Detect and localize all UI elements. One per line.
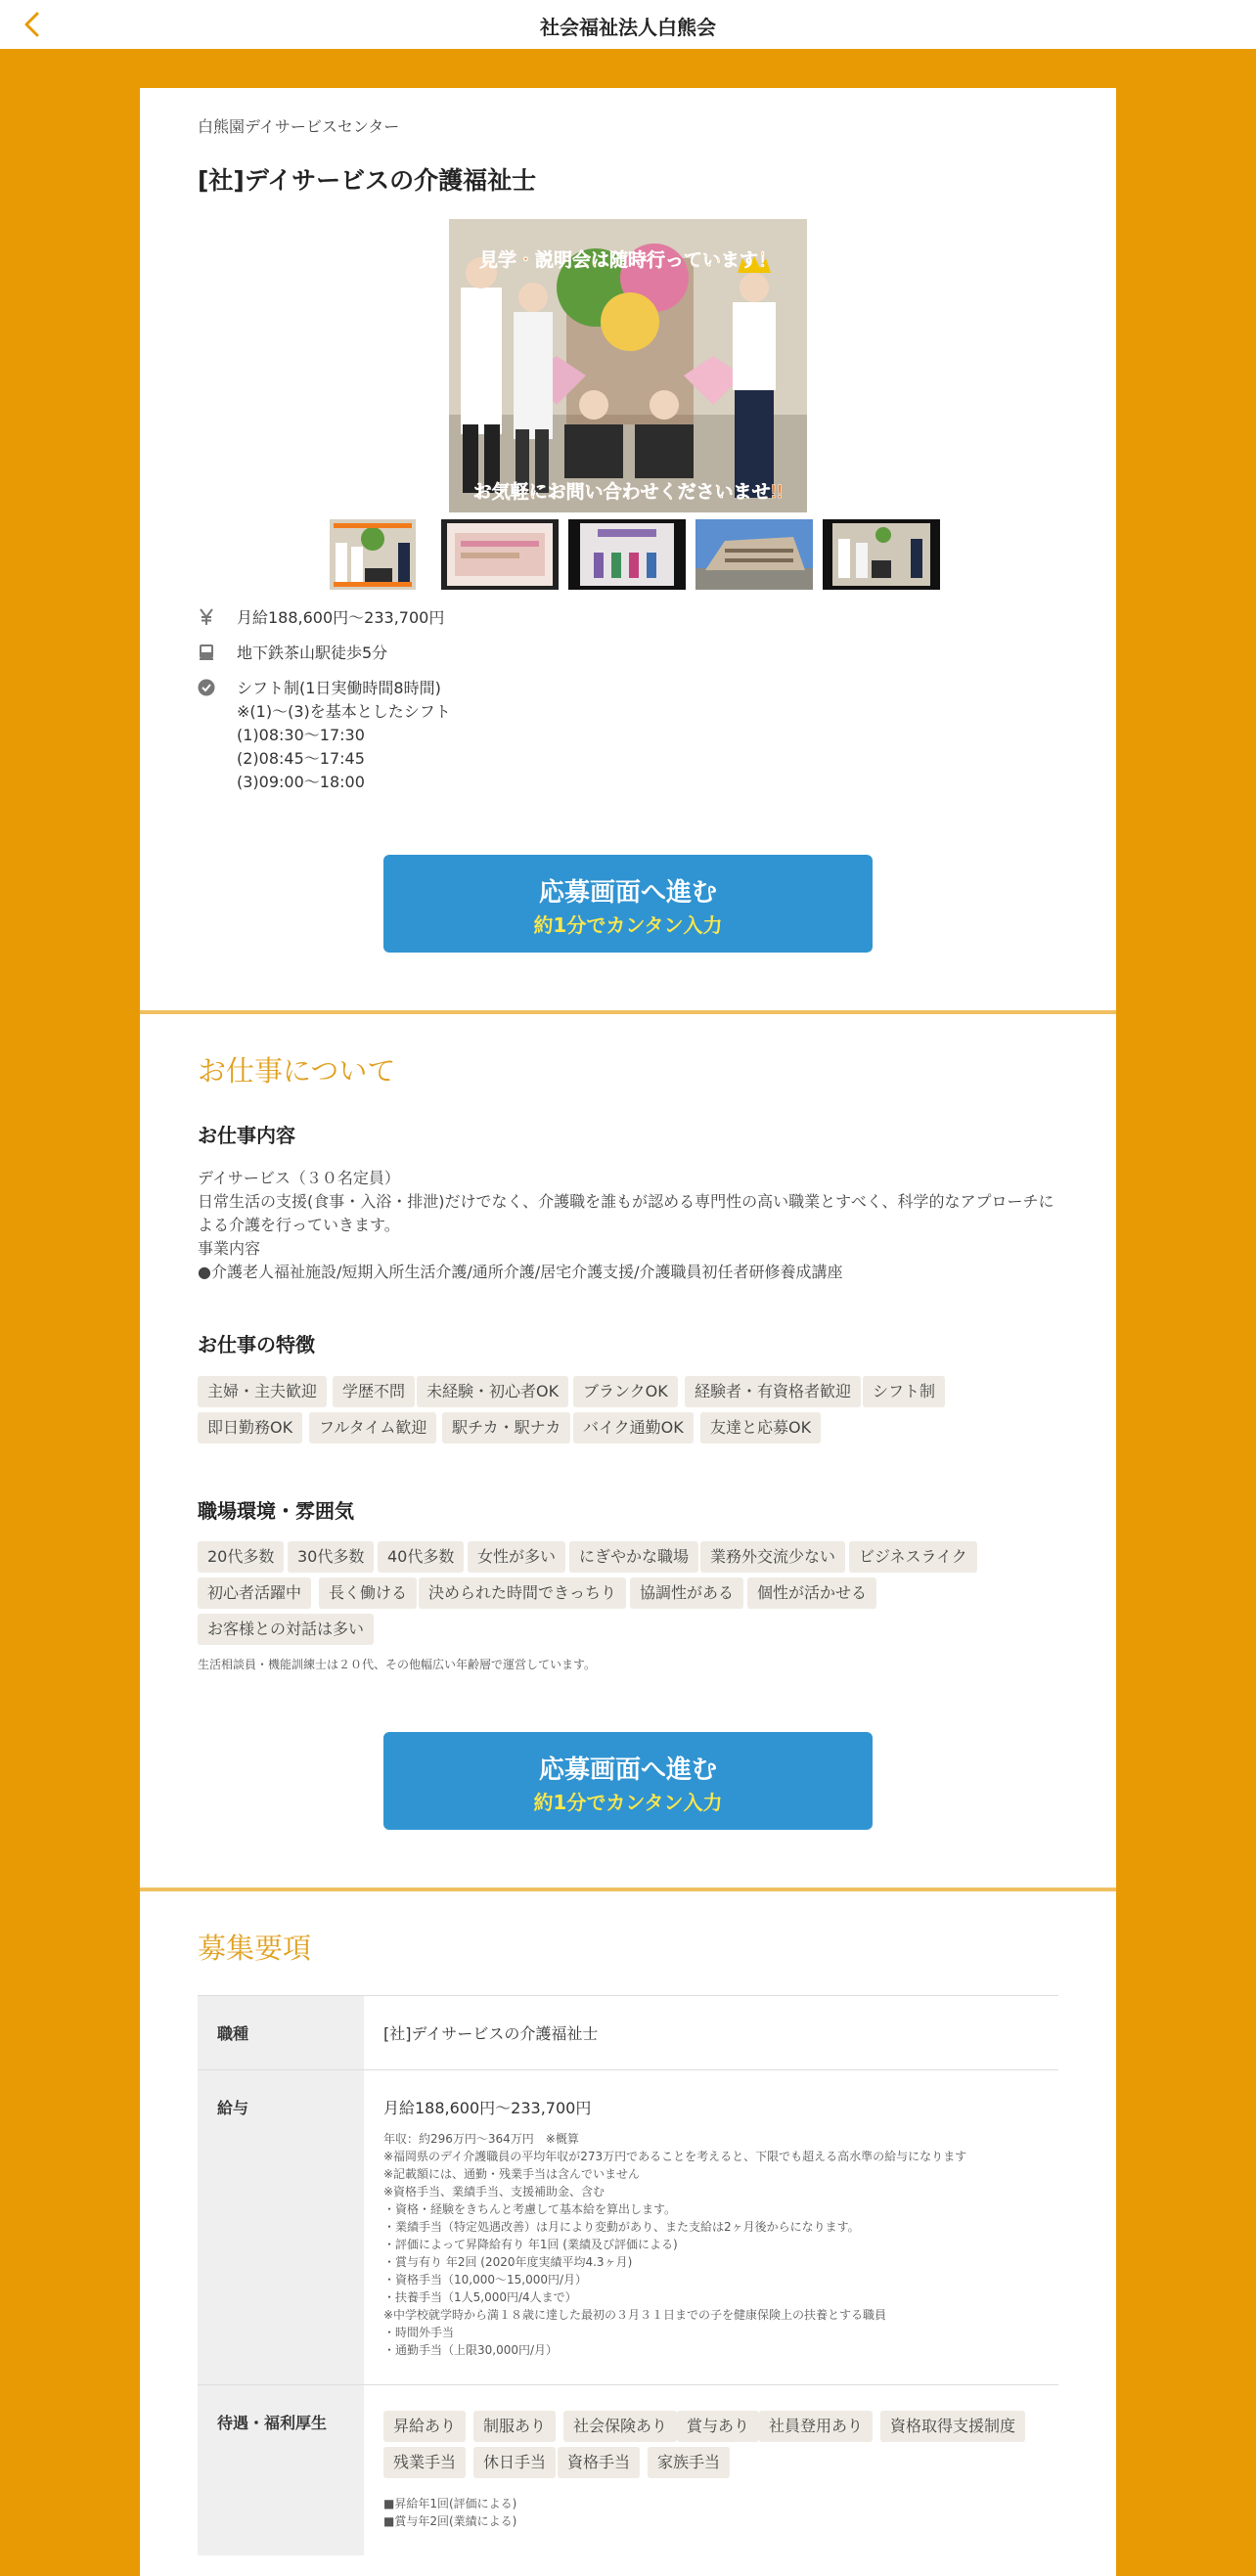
salary-cell [364,2070,1058,2385]
feature-tag: 未経験・初心者OK [417,1376,568,1407]
benefit-tag: 残業手当 [383,2447,466,2478]
salary-notes: 年収：約296万円～364万円 ※概算 ※福岡県のデイ介護職員の平均年収が273万円であることを考えると、下限でも超える高水準の給与になります ※記載額には、通勤・残業手当は含んでいません ※資格手当、業績手当、支援補助金、含む ・資格・経験をきちんと考慮して基本給を算出します。 ・業績手当（特定処遇改善）は月により変動があり、また支給は2ヶ月後からになります。 ・評価によって昇降給有り 年1回 (業績及び評価による) ・賞与有り 年2回 (2020年度実績平均4.3ヶ月) ・資格手当（10,000～15,000円/月） ・扶養手当（1人5,000円/4人まで） ※中学校就学時から満１８歳に達した最初の３月３１日までの子を健康保険上の扶養とする職員 ・時間外手当 ・通勤手当（上限30,000円/月） [383,2132,967,2357]
benefit-tag: 資格手当 [558,2447,640,2478]
environment-tag: 女性が多い [468,1541,565,1573]
section-title-requirements: 募集要項 [198,1932,312,1965]
feature-tag: フルタイム歓迎 [309,1412,436,1443]
yen-icon [198,608,215,626]
thumbnail-4[interactable] [695,519,813,590]
salary-value: 月給188,600円〜233,700円 [383,2099,592,2117]
apply-button-label: 応募画面へ進む [538,878,717,908]
environment-tag: にぎやかな職場 [569,1541,698,1573]
benefit-tag: 資格取得支援制度 [880,2411,1025,2442]
feature-tag: シフト制 [863,1376,945,1407]
job-summary-panel [140,88,1116,1010]
benefits-cell [364,2385,1058,2556]
shift-text: シフト制(1日実働時間8時間) ※(1)～(3)を基本としたシフト (1)08:30～17:30 (2)08:45～17:45 (3)09:00～18:00 [237,679,451,791]
apply-button-sub: 約1分でカンタン入力 [533,913,723,937]
feature-tag: ブランクOK [573,1376,678,1407]
apply-button[interactable] [383,1732,873,1830]
clock-check-icon [198,679,215,696]
feature-tag: 主婦・主夫歓迎 [198,1376,327,1407]
feature-tag: バイク通勤OK [573,1412,694,1443]
job-content-text: デイサービス（３０名定員） 日常生活の支援(食事・入浴・排泄)だけでなく、介護職を誰もが認める専門性の高い職業とすべく、科学的なアプローチに よる介護を行っていきます。 事業内容 ●介護老人福祉施設/短期入所生活介護/通所介護/居宅介護支援/介護職員初任者研修養成講座 [198,1169,1054,1281]
environment-tag: 40代多数 [378,1541,464,1573]
job-content-title: お仕事内容 [198,1124,295,1147]
job-type-label: 職種 [198,1996,364,2070]
feature-tag: 即日勤務OK [198,1412,302,1443]
environment-tag: お客様との対話は多い [198,1614,374,1645]
divider [140,1010,1116,1014]
thumbnail-1[interactable] [330,519,416,590]
photo-caption-top: 見学・説明会は随時行っています！ [478,250,778,271]
benefit-tag: 休日手当 [473,2447,556,2478]
org-name: 白熊園デイサービスセンター [198,117,400,136]
thumbnail-2[interactable] [441,519,559,590]
table-row [198,1996,1058,2070]
requirements-table [198,1995,1058,2555]
thumbnail-5[interactable] [823,519,940,590]
table-row [198,2385,1058,2556]
environment-tag: 長く働ける [319,1577,417,1609]
benefits-tag-list [383,2411,1039,2489]
environment-tag: 業務外交流少ない [700,1541,845,1573]
top-bar [0,0,1256,49]
benefit-notes: ■昇給年1回(評価による) ■賞与年2回(業績による) [383,2497,517,2528]
environment-tag: 初心者活躍中 [198,1577,311,1609]
apply-button-sub: 約1分でカンタン入力 [533,1791,723,1814]
environment-tag: 個性が活かせる [747,1577,876,1609]
apply-button-label: 応募画面へ進む [538,1755,717,1785]
job-type-value: [社]デイサービスの介護福祉士 [364,1996,1058,2070]
benefit-tag: 社員登用あり [759,2411,873,2442]
feature-tag: 駅チカ・駅ナカ [442,1412,570,1443]
salary-label: 給与 [198,2070,364,2385]
benefit-tag: 制服あり [473,2411,556,2442]
environment-tag-list [198,1541,1058,1649]
feature-tag: 友達と応募OK [700,1412,821,1443]
environment-tag: 20代多数 [198,1541,284,1573]
benefit-tag: 昇給あり [383,2411,466,2442]
feature-tag: 学歴不問 [333,1376,415,1407]
table-row [198,2070,1058,2385]
environment-tag: 決められた時間できっちり [419,1577,626,1609]
environment-tag: 協調性がある [630,1577,743,1609]
feature-tag: 経験者・有資格者歓迎 [685,1376,861,1407]
apply-button[interactable] [383,855,873,953]
benefits-label: 待遇・福利厚生 [198,2385,364,2556]
benefit-tag: 社会保険あり [563,2411,677,2442]
job-about-panel [140,1014,1116,1888]
benefit-tag: 家族手当 [648,2447,730,2478]
access-text: 地下鉄茶山駅徒歩5分 [237,644,388,662]
features-tag-list [198,1376,1058,1454]
divider [140,1888,1116,1891]
page-title: 社会福祉法人白熊会 [540,16,716,39]
environment-tag: 30代多数 [288,1541,374,1573]
staff-photo-image [449,219,807,512]
salary-text: 月給188,600円〜233,700円 [237,608,445,627]
train-icon [198,644,215,661]
environment-title: 職場環境・雰囲気 [198,1499,354,1523]
job-title: [社]デイサービスの介護福祉士 [198,166,537,195]
requirements-panel [140,1891,1116,2576]
photo-caption-bottom: お気軽にお問い合わせくださいませ!! [472,482,784,503]
section-title-about: お仕事について [198,1054,396,1088]
main-photo [449,219,807,512]
environment-note: 生活相談員・機能訓練士は２０代、その他幅広い年齢層で運営しています。 [198,1658,597,1671]
thumbnail-3[interactable] [568,519,686,590]
features-title: お仕事の特徴 [198,1333,315,1356]
benefit-tag: 賞与あり [677,2411,759,2442]
environment-tag: ビジネスライク [849,1541,977,1573]
